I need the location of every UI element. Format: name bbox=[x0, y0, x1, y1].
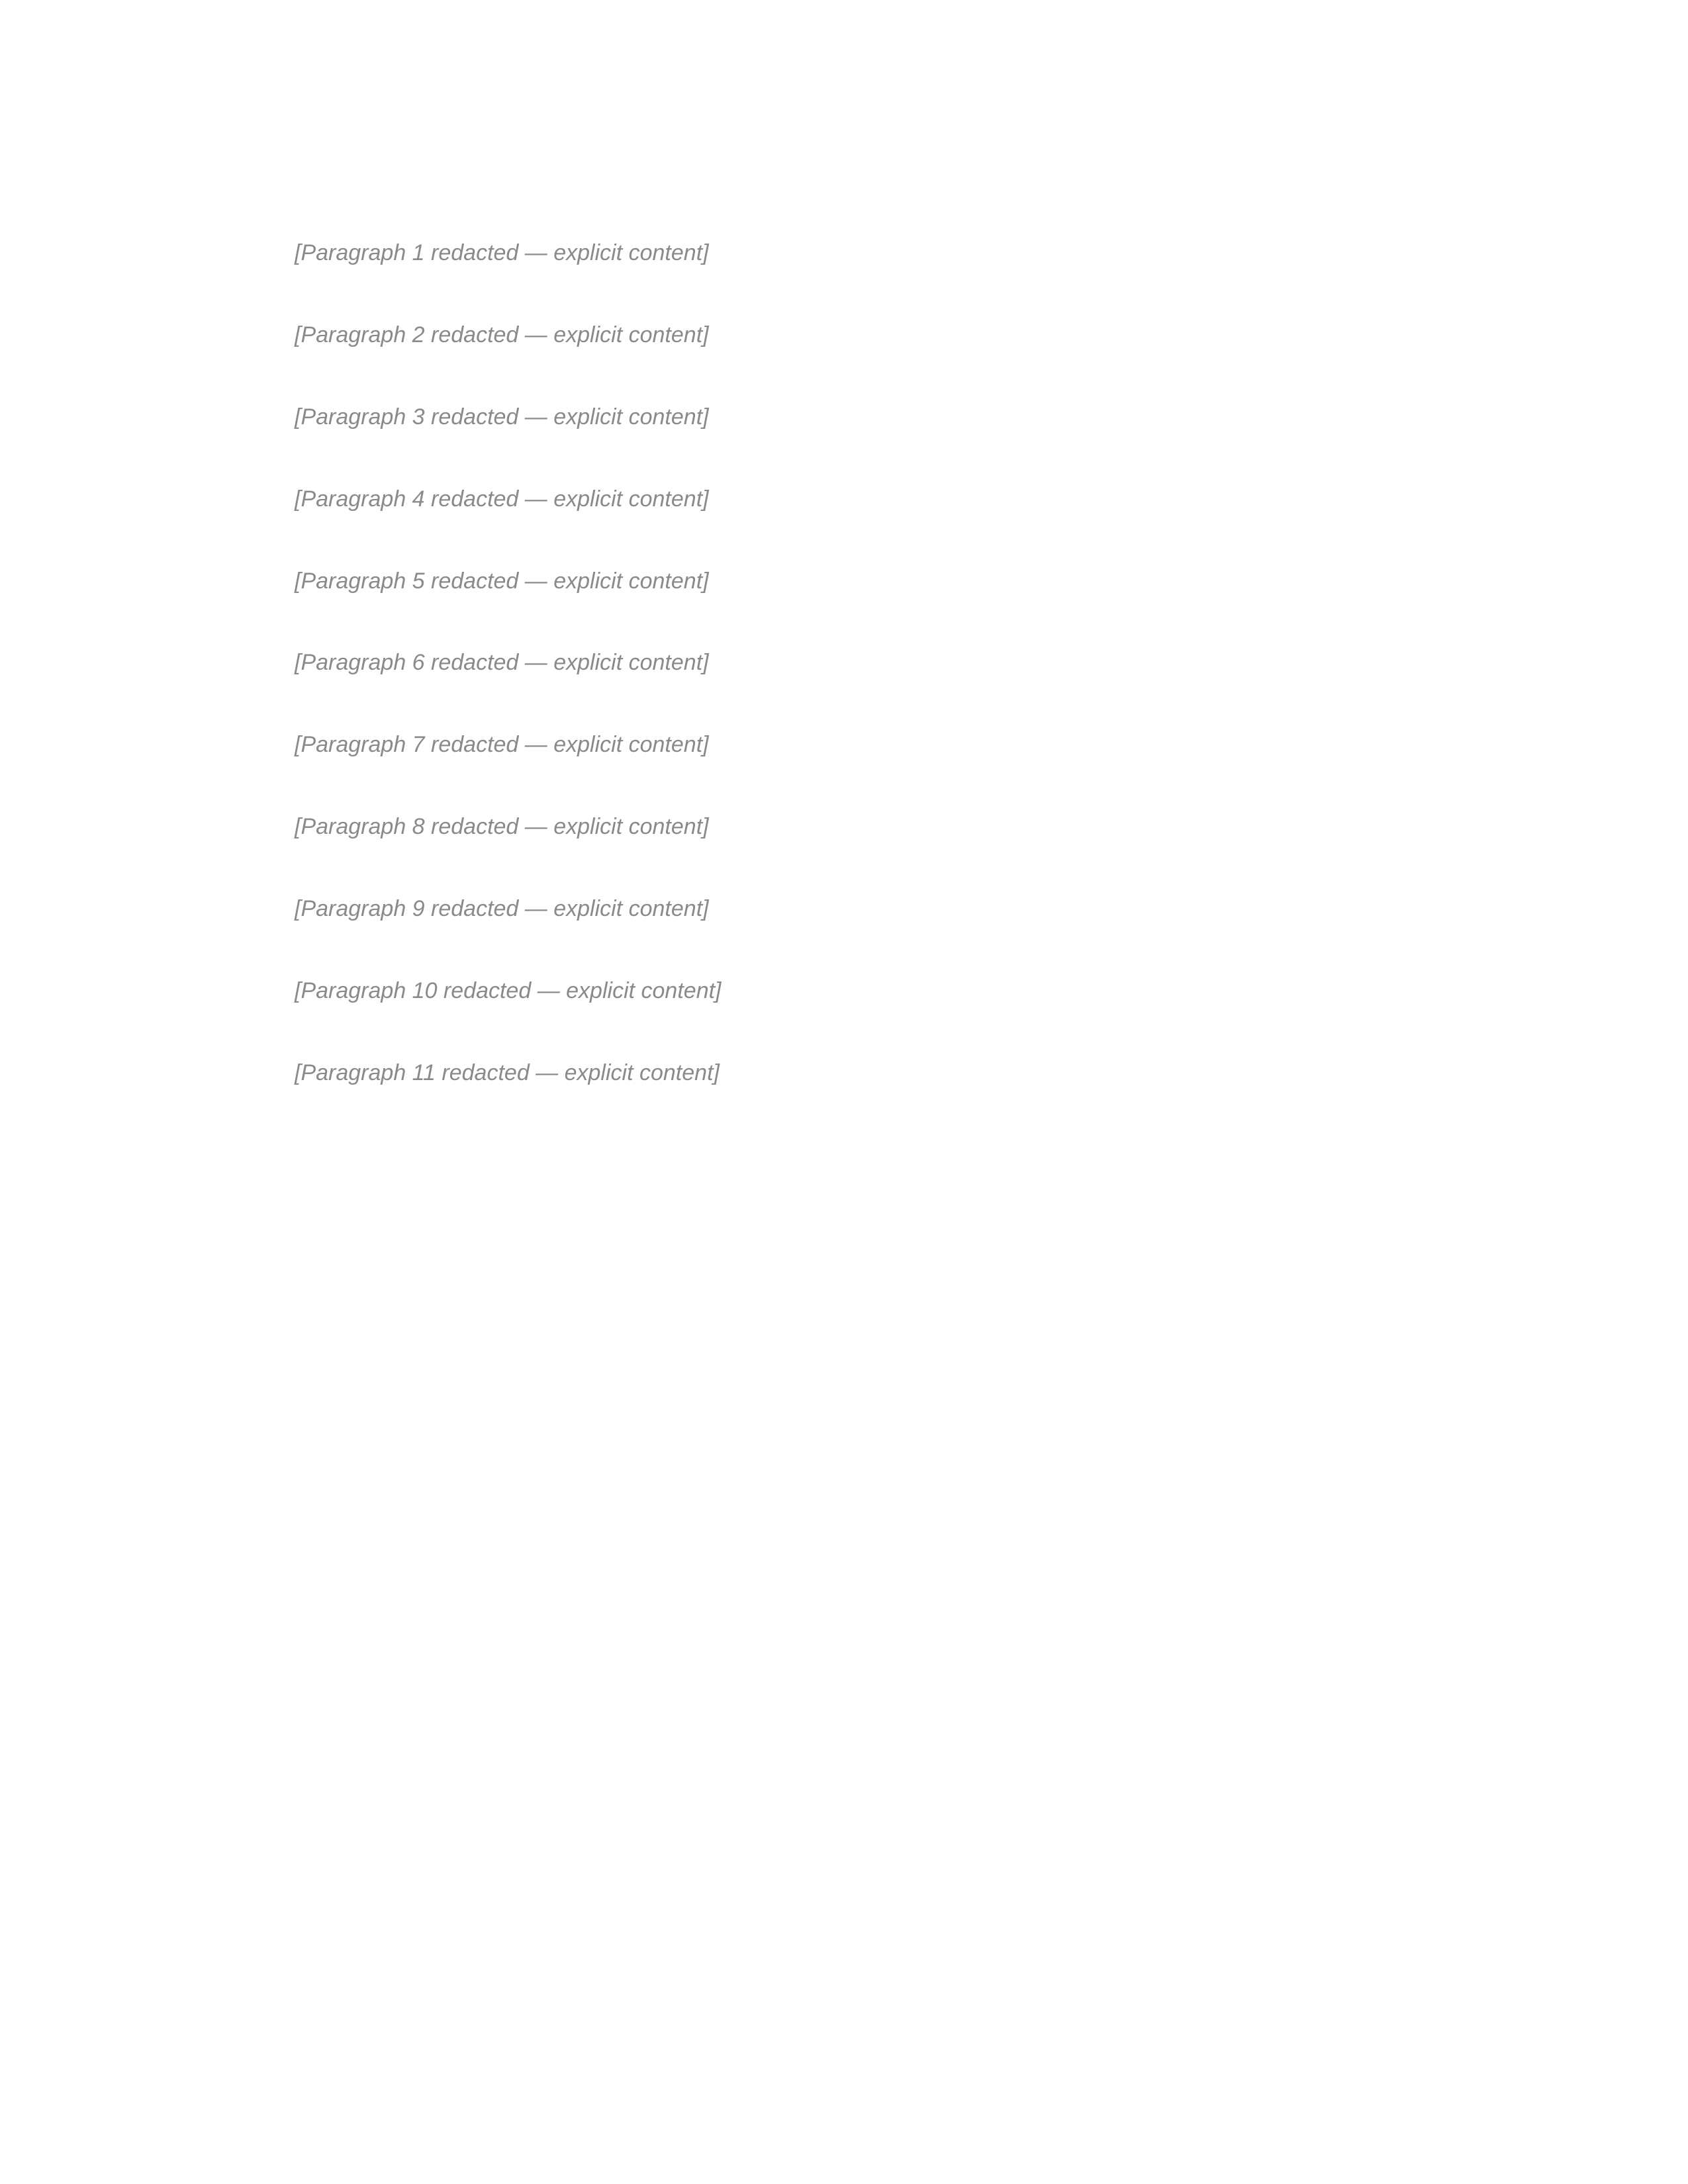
paragraph: [Paragraph 1 redacted — explicit content] bbox=[295, 240, 709, 265]
paragraph: [Paragraph 11 redacted — explicit content] bbox=[295, 1060, 720, 1085]
paragraph: [Paragraph 4 redacted — explicit content] bbox=[295, 486, 709, 512]
paragraph: [Paragraph 7 redacted — explicit content] bbox=[295, 732, 709, 758]
paragraph: [Paragraph 9 redacted — explicit content] bbox=[295, 896, 709, 921]
paragraph: [Paragraph 5 redacted — explicit content] bbox=[295, 568, 709, 594]
paragraph: [Paragraph 6 redacted — explicit content] bbox=[295, 650, 709, 676]
paragraph: [Paragraph 2 redacted — explicit content] bbox=[295, 322, 709, 347]
paragraph: [Paragraph 8 redacted — explicit content] bbox=[295, 814, 709, 840]
paragraph: [Paragraph 10 redacted — explicit content] bbox=[295, 978, 722, 1003]
paragraph: [Paragraph 3 redacted — explicit content] bbox=[295, 404, 709, 430]
